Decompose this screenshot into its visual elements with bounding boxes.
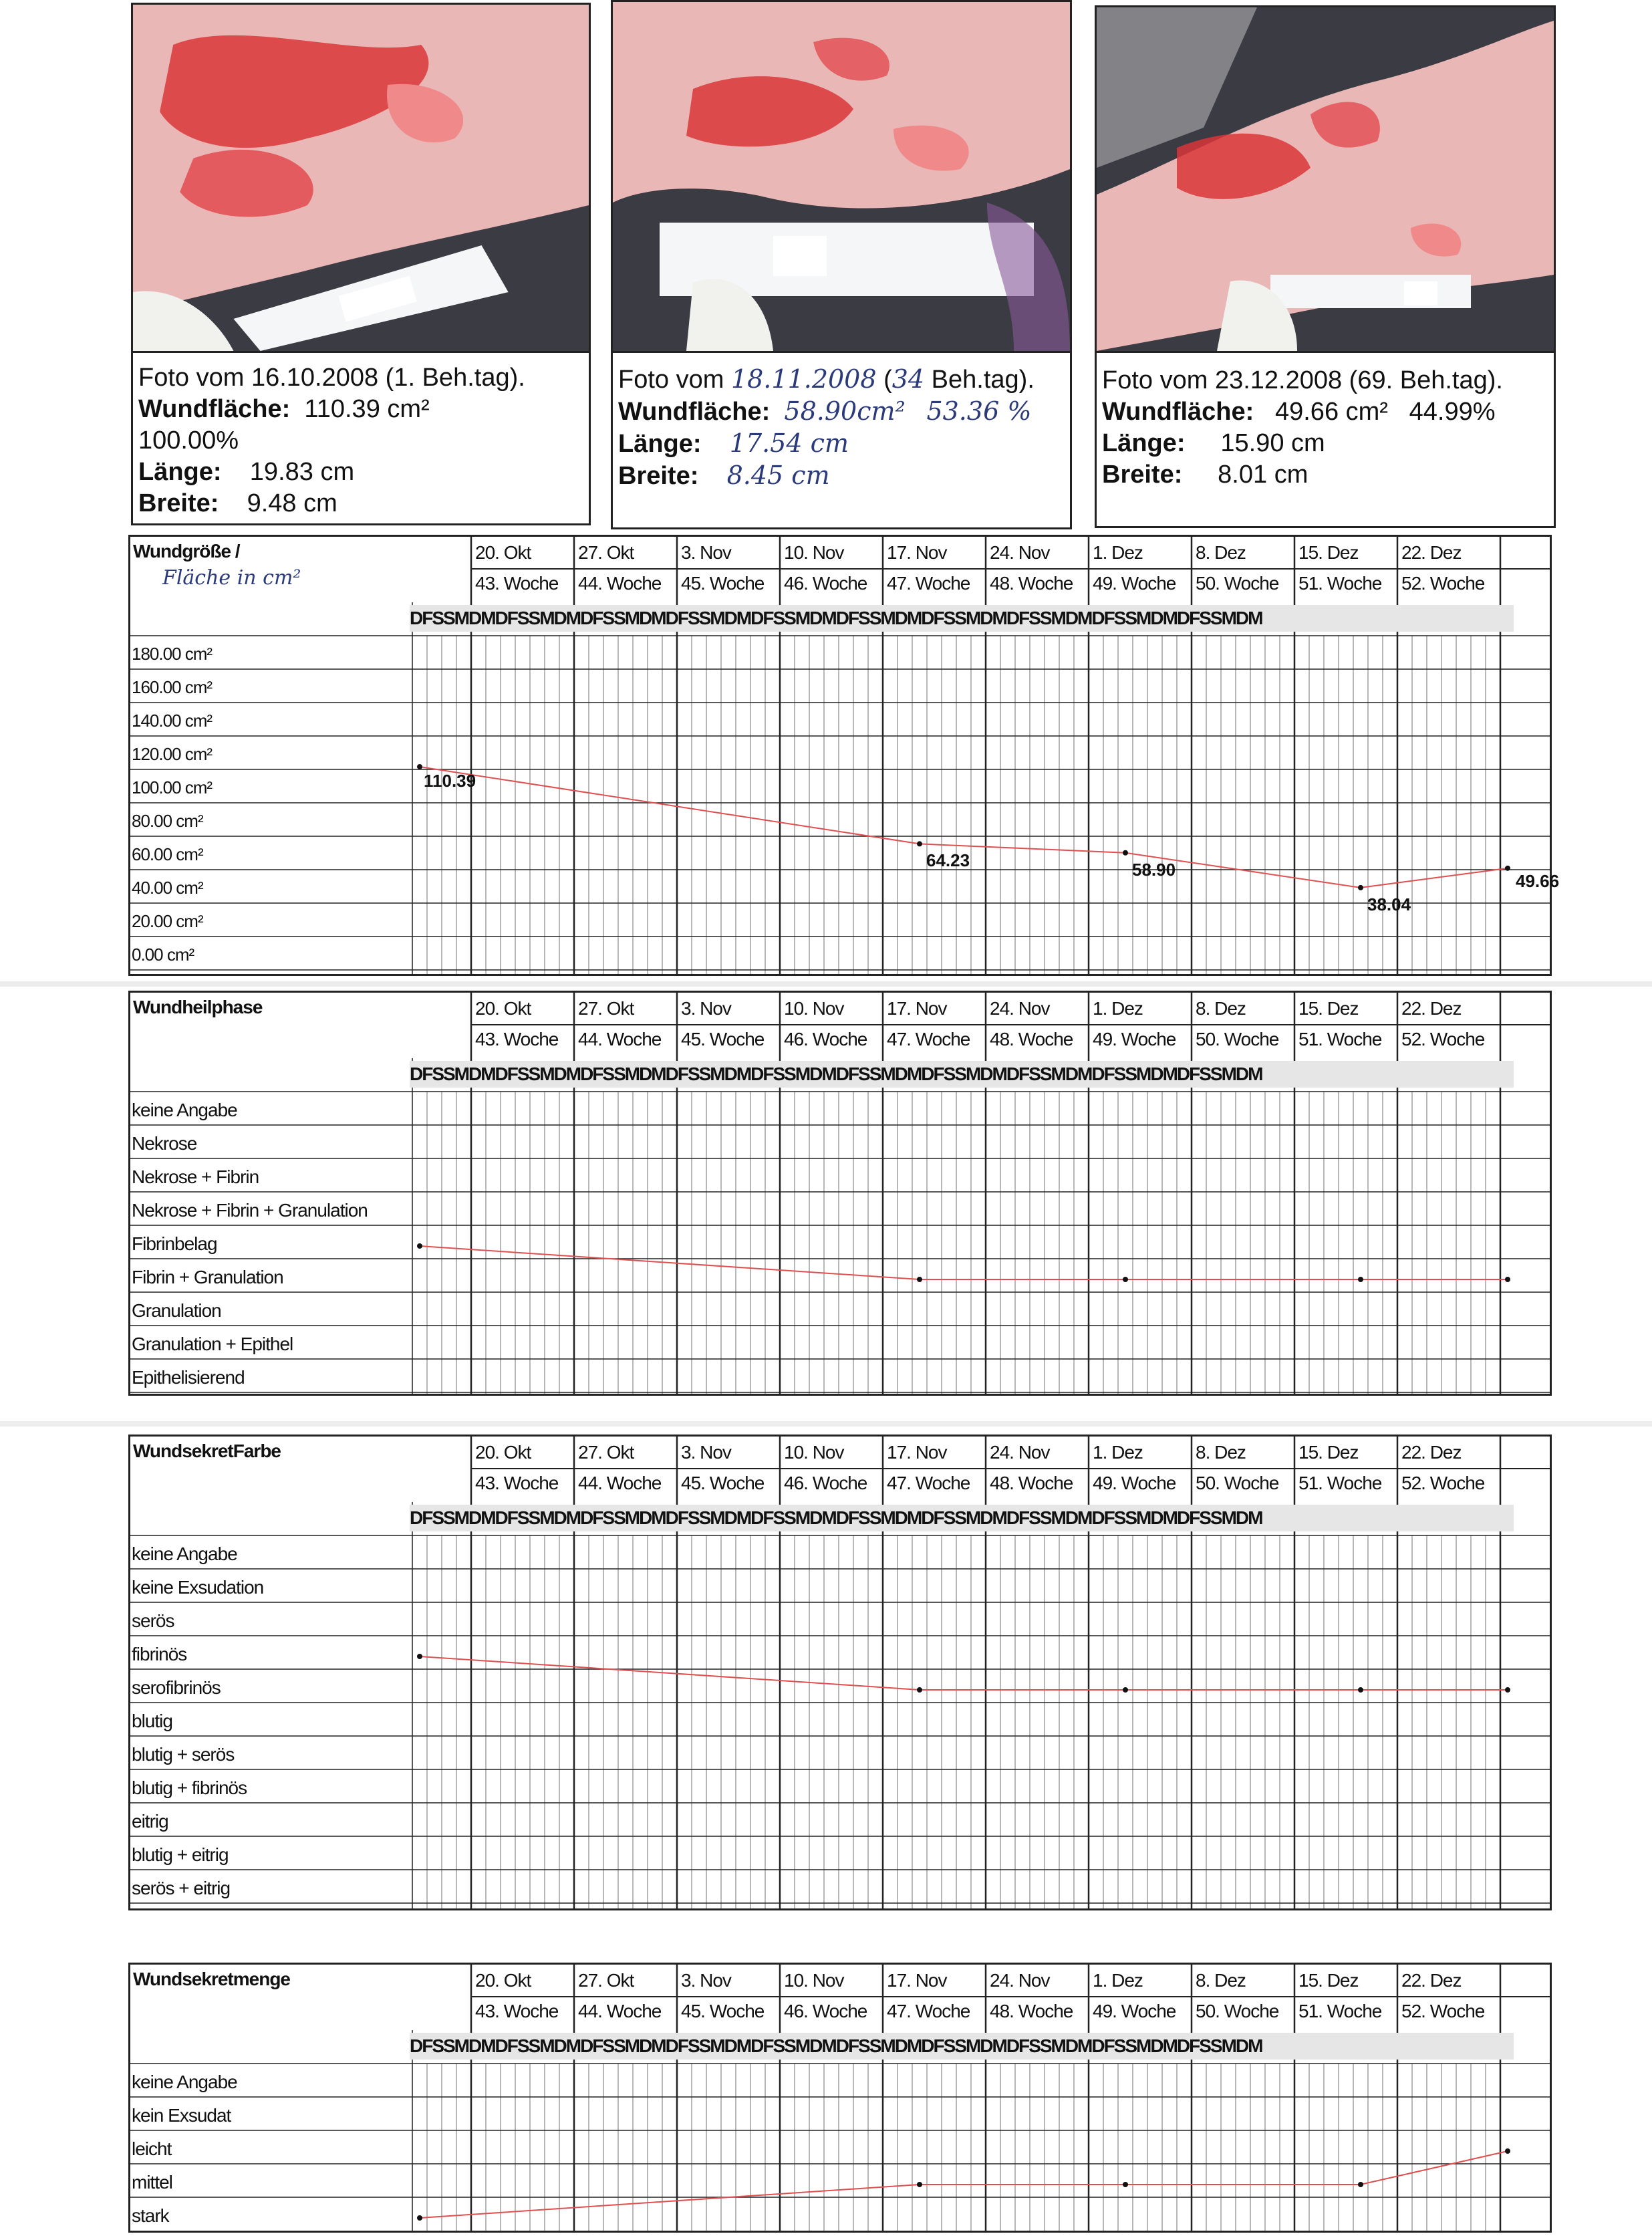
week-number: 47. Woche	[887, 1473, 970, 1493]
week-number: 51. Woche	[1298, 573, 1382, 594]
data-point	[417, 1243, 422, 1249]
area-percent: 53.36 %	[926, 396, 1032, 426]
area-label: Wundfläche:	[618, 398, 771, 426]
row-label: keine Angabe	[132, 1543, 237, 1564]
day-letters: DFSSMDMDFSSMDMDFSSMDMDFSSMDMDFSSMDMDFSSMDMDFSSMDMDFSSMDMDFSSMDMDFSSMDM	[410, 1061, 1514, 1088]
area-value: 110.39 cm²	[304, 395, 430, 423]
data-point	[917, 841, 922, 846]
day-letters: DFSSMDMDFSSMDMDFSSMDMDFSSMDMDFSSMDMDFSSMDMDFSSMDMDFSSMDMDFSSMDMDFSSMDM	[410, 2033, 1514, 2060]
week-number: 52. Woche	[1401, 573, 1485, 594]
area-value: 49.66 cm²	[1274, 398, 1388, 426]
data-point	[417, 1654, 422, 1659]
week-date: 15. Dez	[1298, 542, 1359, 563]
data-point	[917, 1687, 922, 1693]
row-label: 100.00 cm²	[132, 777, 213, 797]
chart-title: WundsekretFarbe	[133, 1441, 281, 1461]
week-number: 50. Woche	[1196, 1029, 1279, 1049]
row-label: keine Angabe	[132, 1100, 237, 1120]
week-date: 10. Nov	[784, 1970, 844, 1991]
week-date: 27. Okt	[578, 1442, 634, 1463]
length-label: Länge:	[138, 458, 222, 486]
week-date: 22. Dez	[1401, 1442, 1462, 1463]
week-date: 27. Okt	[578, 542, 634, 563]
week-date: 1. Dez	[1093, 1442, 1143, 1463]
row-label: 120.00 cm²	[132, 744, 213, 764]
week-number: 50. Woche	[1196, 2001, 1279, 2021]
week-number: 47. Woche	[887, 1029, 970, 1049]
data-point	[1505, 2148, 1510, 2154]
photo-caption-1	[138, 362, 585, 519]
week-date: 8. Dez	[1196, 542, 1246, 563]
row-label: kein Exsudat	[132, 2105, 231, 2126]
data-point	[1123, 850, 1128, 856]
row-label: serös + eitrig	[132, 1878, 231, 1898]
wound-photo-2	[613, 2, 1070, 353]
row-label: eitrig	[132, 1811, 168, 1832]
week-date: 22. Dez	[1401, 542, 1462, 563]
week-number: 51. Woche	[1298, 1029, 1382, 1049]
area-label: Wundfläche:	[1102, 398, 1254, 426]
data-point	[1123, 1277, 1128, 1282]
length-label: Länge:	[1102, 429, 1186, 457]
week-number: 43. Woche	[475, 1473, 559, 1493]
week-number: 51. Woche	[1298, 1473, 1382, 1493]
row-label: 160.00 cm²	[132, 677, 213, 697]
week-number: 52. Woche	[1401, 1473, 1485, 1493]
week-date: 1. Dez	[1093, 542, 1143, 563]
data-point	[917, 2182, 922, 2187]
week-number: 48. Woche	[990, 1473, 1073, 1493]
data-point	[917, 1277, 922, 1282]
row-label: Granulation	[132, 1300, 221, 1321]
week-date: 24. Nov	[990, 1970, 1050, 1991]
data-label: 64.23	[926, 850, 970, 871]
row-label: blutig	[132, 1711, 172, 1731]
week-date: 3. Nov	[681, 542, 731, 563]
week-number: 52. Woche	[1401, 2001, 1485, 2021]
week-date: 22. Dez	[1401, 998, 1462, 1019]
row-label: 20.00 cm²	[132, 911, 203, 931]
week-date: 8. Dez	[1196, 998, 1246, 1019]
handwritten-day: 34	[891, 364, 925, 394]
week-number: 45. Woche	[681, 1029, 765, 1049]
week-number: 50. Woche	[1196, 1473, 1279, 1493]
chart-title: Wundsekretmenge	[133, 1969, 290, 1989]
week-number: 50. Woche	[1196, 573, 1279, 594]
data-point	[1505, 866, 1510, 871]
series-line	[420, 2151, 1508, 2218]
week-date: 15. Dez	[1298, 1970, 1359, 1991]
data-point	[1358, 2182, 1363, 2187]
week-number: 47. Woche	[887, 573, 970, 594]
row-label: keine Exsudation	[132, 1577, 264, 1598]
row-label: blutig + serös	[132, 1744, 235, 1765]
week-number: 49. Woche	[1093, 1473, 1176, 1493]
row-label: Fibrin + Granulation	[132, 1267, 283, 1287]
week-number: 43. Woche	[475, 573, 559, 594]
chart-title: Wundgröße /	[133, 541, 240, 562]
chart-wound-size	[128, 535, 1560, 976]
row-label: Nekrose + Fibrin	[132, 1166, 259, 1187]
length-value: 19.83 cm	[249, 458, 355, 486]
length-value: 17.54 cm	[729, 428, 849, 458]
width-label: Breite:	[1102, 461, 1183, 489]
data-point	[417, 764, 422, 769]
series-line	[420, 1656, 1508, 1690]
data-point	[1505, 1277, 1510, 1282]
day-letters: DFSSMDMDFSSMDMDFSSMDMDFSSMDMDFSSMDMDFSSMDMDFSSMDMDFSSMDMDFSSMDMDFSSMDM	[410, 1505, 1514, 1531]
row-label: 180.00 cm²	[132, 644, 213, 664]
length-label: Länge:	[618, 430, 702, 458]
week-date: 27. Okt	[578, 998, 634, 1019]
week-number: 49. Woche	[1093, 573, 1176, 594]
row-label: stark	[132, 2205, 169, 2226]
photo-date-2	[618, 364, 1066, 396]
series-line	[420, 1246, 1508, 1279]
week-date: 15. Dez	[1298, 1442, 1359, 1463]
week-date: 3. Nov	[681, 998, 731, 1019]
week-number: 46. Woche	[784, 2001, 867, 2021]
week-number: 44. Woche	[578, 2001, 662, 2021]
week-date: 8. Dez	[1196, 1970, 1246, 1991]
caption-suffix: Beh.tag).	[931, 366, 1035, 394]
handwritten-date: 18.11.2008	[730, 364, 877, 394]
week-date: 20. Okt	[475, 542, 531, 563]
photo-card-1	[131, 3, 591, 525]
width-value: 8.01 cm	[1218, 461, 1309, 489]
area-label: Wundfläche:	[138, 395, 291, 423]
week-date: 3. Nov	[681, 1970, 731, 1991]
week-number: 49. Woche	[1093, 1029, 1176, 1049]
day-letters: DFSSMDMDFSSMDMDFSSMDMDFSSMDMDFSSMDMDFSSMDMDFSSMDMDFSSMDMDFSSMDMDFSSMDM	[410, 605, 1514, 632]
week-number: 46. Woche	[784, 573, 867, 594]
week-date: 27. Okt	[578, 1970, 634, 1991]
week-date: 10. Nov	[784, 1442, 844, 1463]
row-label: blutig + fibrinös	[132, 1777, 247, 1798]
data-point	[1358, 1277, 1363, 1282]
week-number: 51. Woche	[1298, 2001, 1382, 2021]
row-label: Nekrose + Fibrin + Granulation	[132, 1200, 368, 1221]
row-label: Nekrose	[132, 1133, 197, 1154]
data-point	[417, 2215, 422, 2221]
length-value: 15.90 cm	[1220, 429, 1325, 457]
week-date: 10. Nov	[784, 998, 844, 1019]
chart-exudate-color	[128, 1435, 1552, 1910]
week-date: 20. Okt	[475, 1442, 531, 1463]
week-number: 52. Woche	[1401, 1029, 1485, 1049]
week-number: 45. Woche	[681, 1473, 765, 1493]
data-point	[1358, 885, 1363, 890]
week-number: 48. Woche	[990, 573, 1073, 594]
caption-paren: (	[883, 366, 892, 394]
photo-caption-3	[1102, 365, 1550, 522]
row-label: leicht	[132, 2138, 172, 2159]
week-number: 47. Woche	[887, 2001, 970, 2021]
week-number: 45. Woche	[681, 2001, 765, 2021]
row-label: 80.00 cm²	[132, 811, 203, 831]
week-number: 48. Woche	[990, 2001, 1073, 2021]
week-date: 20. Okt	[475, 998, 531, 1019]
week-number: 45. Woche	[681, 573, 765, 594]
row-label: serofibrinös	[132, 1677, 221, 1698]
row-label: Granulation + Epithel	[132, 1334, 293, 1354]
width-value: 9.48 cm	[247, 489, 337, 517]
wound-photo-1	[133, 5, 589, 353]
paper-tear	[0, 1421, 1652, 1426]
data-point	[1505, 1687, 1510, 1693]
wound-photo-3	[1097, 7, 1554, 353]
photo-caption-2	[618, 364, 1066, 523]
area-percent: 100.00%	[138, 426, 239, 455]
week-date: 22. Dez	[1401, 1970, 1462, 1991]
row-label: 40.00 cm²	[132, 878, 203, 898]
data-label: 38.04	[1367, 894, 1411, 914]
width-value: 8.45 cm	[726, 461, 830, 490]
week-date: 24. Nov	[990, 542, 1050, 563]
week-date: 17. Nov	[887, 1970, 947, 1991]
week-date: 10. Nov	[784, 542, 844, 563]
week-date: 17. Nov	[887, 542, 947, 563]
week-date: 17. Nov	[887, 1442, 947, 1463]
week-number: 46. Woche	[784, 1473, 867, 1493]
chart-exudate-amount	[128, 1963, 1552, 2233]
week-number: 46. Woche	[784, 1029, 867, 1049]
row-label: Epithelisierend	[132, 1367, 245, 1388]
week-date: 3. Nov	[681, 1442, 731, 1463]
row-label: 60.00 cm²	[132, 844, 203, 864]
week-number: 43. Woche	[475, 2001, 559, 2021]
chart-subtitle: Fläche in cm²	[162, 566, 301, 590]
week-date: 24. Nov	[990, 1442, 1050, 1463]
data-label: 110.39	[424, 771, 476, 791]
week-date: 24. Nov	[990, 998, 1050, 1019]
data-label: 49.66	[1516, 870, 1560, 891]
photo-date-1: Foto vom 16.10.2008 (1. Beh.tag).	[138, 364, 525, 392]
chart-grid	[130, 993, 1550, 1394]
width-label: Breite:	[618, 462, 699, 490]
row-label: Fibrinbelag	[132, 1233, 217, 1254]
row-label: serös	[132, 1610, 174, 1631]
data-point	[1123, 2182, 1128, 2187]
chart-grid	[130, 537, 1550, 974]
week-number: 49. Woche	[1093, 2001, 1176, 2021]
week-number: 44. Woche	[578, 1473, 662, 1493]
row-label: fibrinös	[132, 1644, 187, 1664]
row-label: mittel	[132, 2172, 172, 2193]
week-date: 17. Nov	[887, 998, 947, 1019]
area-value: 58.90cm²	[784, 396, 906, 426]
week-date: 1. Dez	[1093, 1970, 1143, 1991]
row-label: keine Angabe	[132, 2072, 237, 2092]
row-label: 140.00 cm²	[132, 711, 213, 731]
row-label: blutig + eitrig	[132, 1844, 229, 1865]
week-date: 15. Dez	[1298, 998, 1359, 1019]
photo-date-3: Foto vom 23.12.2008 (69. Beh.tag).	[1102, 366, 1503, 394]
week-number: 44. Woche	[578, 1029, 662, 1049]
data-point	[1123, 1687, 1128, 1693]
chart-title: Wundheilphase	[133, 997, 263, 1017]
photo-card-2	[611, 0, 1072, 529]
week-number: 44. Woche	[578, 573, 662, 594]
photo-card-3	[1095, 5, 1556, 528]
chart-healing-phase	[128, 991, 1552, 1396]
data-point	[1358, 1687, 1363, 1693]
paper-tear	[0, 981, 1652, 987]
week-date: 8. Dez	[1196, 1442, 1246, 1463]
caption-prefix: Foto vom	[618, 366, 724, 394]
row-label: 0.00 cm²	[132, 945, 194, 965]
week-date: 1. Dez	[1093, 998, 1143, 1019]
week-date: 20. Okt	[475, 1970, 531, 1991]
week-number: 48. Woche	[990, 1029, 1073, 1049]
week-number: 43. Woche	[475, 1029, 559, 1049]
area-percent: 44.99%	[1409, 398, 1496, 426]
data-label: 58.90	[1132, 859, 1176, 880]
width-label: Breite:	[138, 489, 219, 517]
